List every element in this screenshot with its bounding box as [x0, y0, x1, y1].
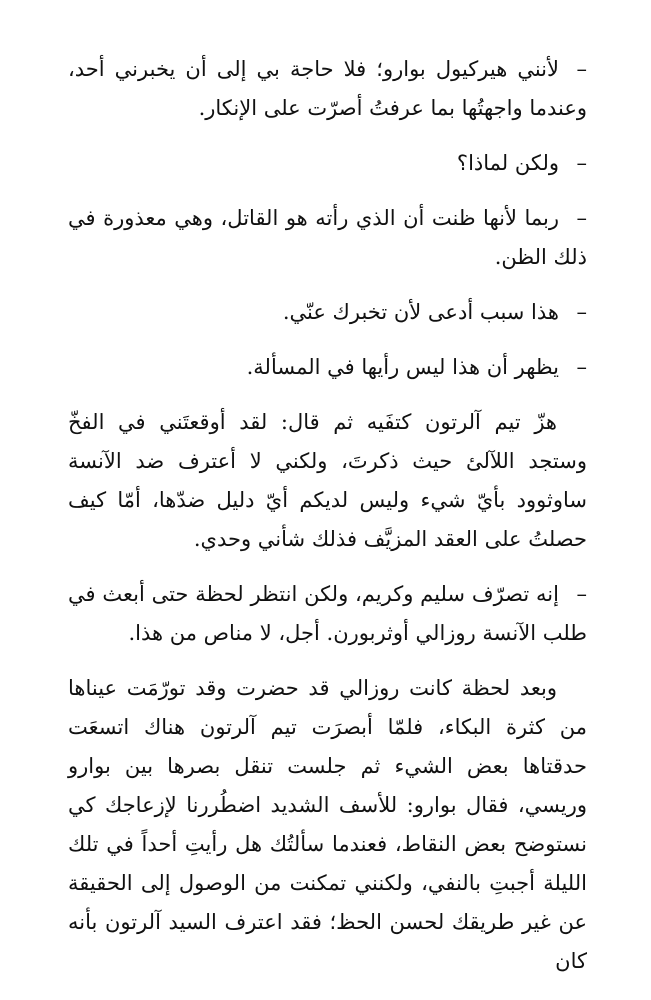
dialogue-dash: –: [576, 57, 587, 81]
dialogue-paragraph: [68, 348, 587, 387]
paragraph-text: يظهر أن هذا ليس رأيها في المسألة.: [246, 355, 559, 379]
dialogue-dash: –: [576, 206, 587, 230]
dialogue-paragraph: [68, 144, 587, 183]
paragraph-text: ربما لأنها ظنت أن الذي رأته هو القاتل، وهي معذورة في ذلك الظن.: [68, 206, 587, 269]
dialogue-paragraph: [68, 293, 587, 332]
paragraph-text: هذا سبب أدعى لأن تخبرك عنّي.: [282, 300, 559, 324]
paragraph-text: لأنني هيركيول بوارو؛ فلا حاجة بي إلى أن يخبرني أحد، وعندما واجهتُها بما عرفتُ أصرّت على الإنكار.: [68, 57, 587, 120]
dialogue-dash: –: [576, 151, 587, 175]
dialogue-dash: –: [576, 355, 587, 379]
narrative-paragraph: هزّ تيم آلرتون كتفَيه ثم قال: لقد أوقعتَني في الفخّ وستجد اللآلئ حيث ذكرتَ، ولكني لا أعترف ضد الآنسة ساوثوود بأيّ شيء وليس لديكم أيّ دليل ضدّها، أمّا كيف حصلتُ على العقد المزيَّف فذلك شأني وحدي.: [68, 410, 587, 551]
paragraph-text: ولكن لماذا؟: [456, 151, 559, 175]
dialogue-dash: –: [576, 582, 587, 606]
dialogue-dash: –: [576, 300, 587, 324]
dialogue-paragraph: [68, 50, 587, 128]
dialogue-paragraph: [68, 575, 587, 653]
narrative-paragraph: وبعد لحظة كانت روزالي قد حضرت وقد تورّمَت عيناها من كثرة البكاء، فلمّا أبصرَت تيم آلرتون هناك اتسعَت حدقتاها بعض الشيء ثم جلست تنقل بصرها بين بوارو وريسي، فقال بوارو: للأسف الشديد اضطُررنا لإزعاجك كي نستوضح بعض النقاط، فعندما سألتُك هل رأيتِ أحداً في تلك الليلة أجبتِ بالنفي، ولكنني تمكنت من الوصول إلى الحقيقة عن غير طريقك لحسن الحظ؛ فقد اعترف السيد آلرتون بأنه كان: [68, 676, 587, 973]
dialogue-paragraph: [68, 199, 587, 277]
paragraph-text: إنه تصرّف سليم وكريم، ولكن انتظر لحظة حتى أبعث في طلب الآنسة روزالي أوثربورن. أجل، لا مناص من هذا.: [68, 582, 587, 645]
